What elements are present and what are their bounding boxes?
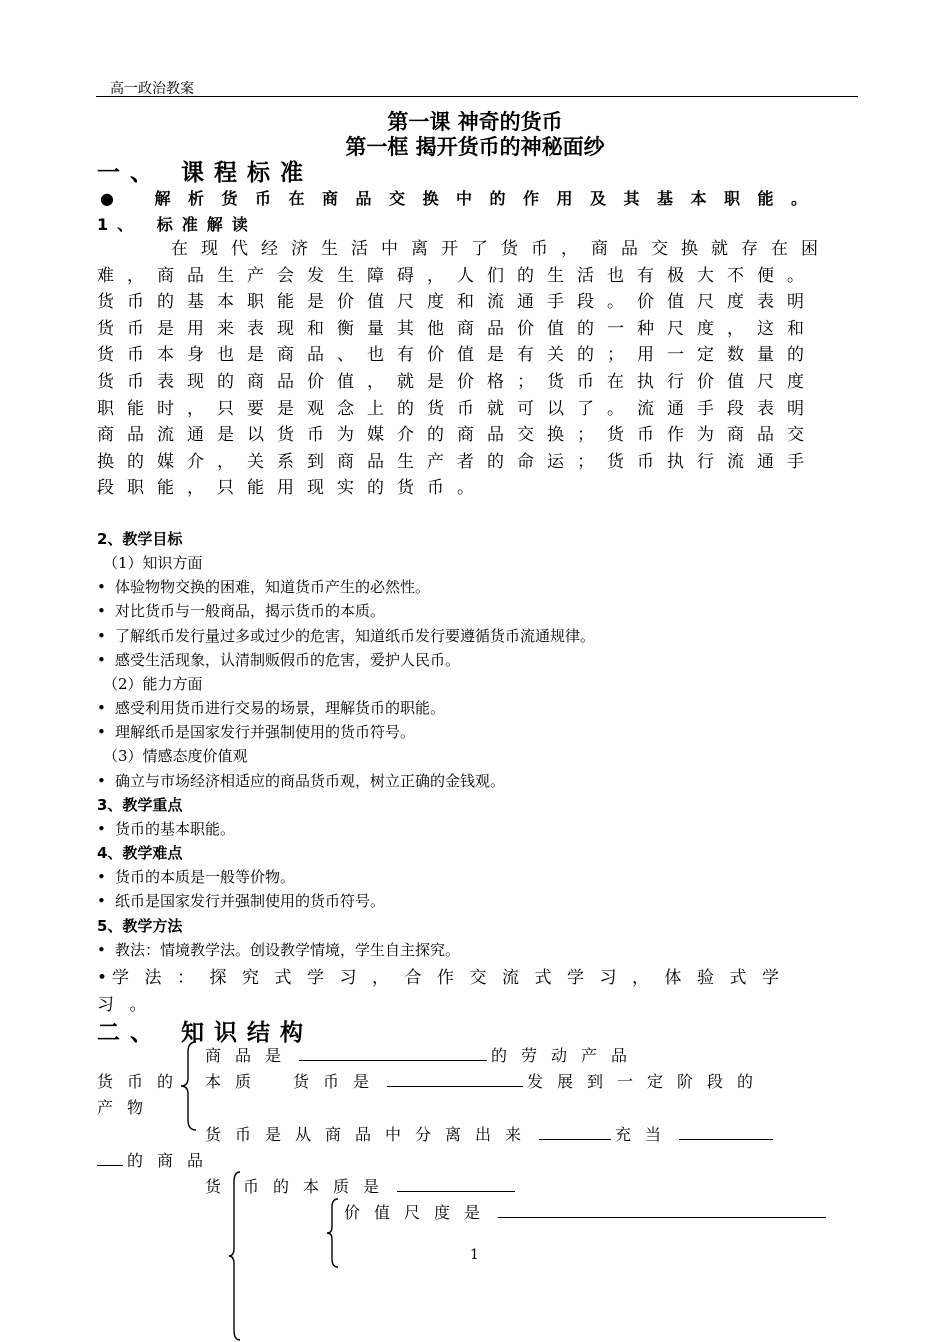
header-rule — [96, 96, 858, 97]
list-item: • 纸币是国家发行并强制使用的货币符号。 — [97, 892, 386, 910]
structure-row-2: 本质 货币是 发展到一定阶段的 — [205, 1072, 768, 1091]
bullet-dot-icon: • — [97, 941, 106, 959]
structure-row-3: 货币是从商品中分离出来 充当 — [205, 1122, 777, 1145]
bullet-dot-icon: • — [97, 892, 106, 910]
lesson-title: 第一课 神奇的货币 — [387, 110, 563, 134]
list-item: • 了解纸币发行量过多或过少的危害，知道纸币发行要遵循货币流通规律。 — [97, 627, 596, 645]
bullet-dot-icon: • — [97, 868, 106, 886]
section-heading-curriculum: 一、 课程标准 — [97, 160, 314, 186]
teaching-goals-heading: 2、教学目标 — [97, 530, 183, 548]
teaching-methods-heading: 5、教学方法 — [97, 917, 183, 935]
structure-row-5-prefix: 货 — [205, 1177, 236, 1196]
document-header: 高一政治教案 — [110, 81, 194, 97]
structure-row-6: 价值尺度是 — [344, 1200, 830, 1223]
fill-blank[interactable] — [498, 1203, 826, 1218]
structure-row-5: 币的本质是 — [243, 1174, 519, 1197]
standard-interpretation-heading: 1、 标准解读 — [97, 215, 257, 234]
standard-interpretation-paragraph: 在现代经济生活中离开了货币，商品交换就存在困难，商品生产会发生障碍，人们的生活也有极大不便。货币的基本职能是价值尺度和流通手段。价值尺度表明货币是用来表现和衡量其他商品价值的一种尺度，这和货币本身也是商品、也有价值是有关的；用一定数量的货币表现的商品价值，就是价格；货币在执行价值尺度职能时，只要是观念上的货币就可以了。流通手段表明商品流通是以货币为媒介的商品交换；货币作为商品交换的媒介，关系到商品生产者的命运；货币执行流通手段职能，只能用现实的货币。 — [97, 239, 831, 499]
bullet-dot-icon: • — [97, 602, 106, 620]
ability-subheading: （2）能力方面 — [103, 675, 203, 693]
curriculum-standard-bullet: ● 解析货币在商品交换中的作用及其基本职能。 — [100, 189, 825, 208]
bullet-dot-icon: • — [97, 651, 106, 669]
section-heading-structure: 二、 知识结构 — [97, 1020, 314, 1046]
list-item: • 对比货币与一般商品，揭示货币的本质。 — [97, 602, 386, 620]
fill-blank[interactable] — [539, 1125, 611, 1140]
bullet-dot-icon: • — [97, 627, 106, 645]
list-item: • 体验物物交换的困难，知道货币产生的必然性。 — [97, 578, 431, 596]
emotion-subheading: （3）情感态度价值观 — [103, 747, 248, 765]
list-item: • 货币的本质是一般等价物。 — [97, 868, 296, 886]
list-item: • 货币的基本职能。 — [97, 820, 236, 838]
fill-blank[interactable] — [397, 1177, 515, 1192]
left-label-b: 产物 — [97, 1098, 158, 1117]
knowledge-subheading: （1）知识方面 — [103, 554, 203, 572]
list-item: • 教法：情境教学法。创设教学情境，学生自主探究。 — [97, 941, 461, 959]
teaching-difficulty-heading: 4、教学难点 — [97, 844, 183, 862]
list-item: • 感受生活现象，认清制贩假币的危害，爱护人民币。 — [97, 651, 461, 669]
list-item: • 感受利用货币进行交易的场景，理解货币的职能。 — [97, 699, 446, 717]
bullet-dot-icon: • — [97, 968, 108, 988]
structure-row-1: 商品是 的劳动产品 — [205, 1046, 642, 1065]
fill-blank[interactable] — [299, 1046, 487, 1061]
frame-title: 第一框 揭开货币的神秘面纱 — [345, 135, 605, 159]
bullet-dot-icon: • — [97, 820, 106, 838]
bullet-dot-icon: • — [97, 699, 106, 717]
function-brace-icon — [228, 1170, 242, 1342]
bullet-dot-icon: • — [97, 723, 106, 741]
teaching-focus-heading: 3、教学重点 — [97, 796, 183, 814]
list-item: • 学法：探究式学习，合作交流式学习，体验式学 — [97, 968, 795, 988]
structure-row-4: 的商品 — [97, 1148, 217, 1171]
bullet-dot-icon: • — [97, 772, 106, 790]
fill-blank[interactable] — [387, 1072, 523, 1087]
fill-blank[interactable] — [679, 1125, 773, 1140]
value-measure-brace-icon — [326, 1197, 340, 1269]
list-item-continuation: 习。 — [97, 995, 162, 1015]
bullet-dot-icon: • — [97, 578, 106, 596]
left-label-a: 货币的 — [97, 1072, 188, 1091]
list-item: • 确立与市场经济相适应的商品货币观，树立正确的金钱观。 — [97, 772, 506, 790]
fill-blank[interactable] — [97, 1151, 123, 1166]
list-item: • 理解纸币是国家发行并强制使用的货币符号。 — [97, 723, 416, 741]
page-number: 1 — [470, 1247, 479, 1263]
